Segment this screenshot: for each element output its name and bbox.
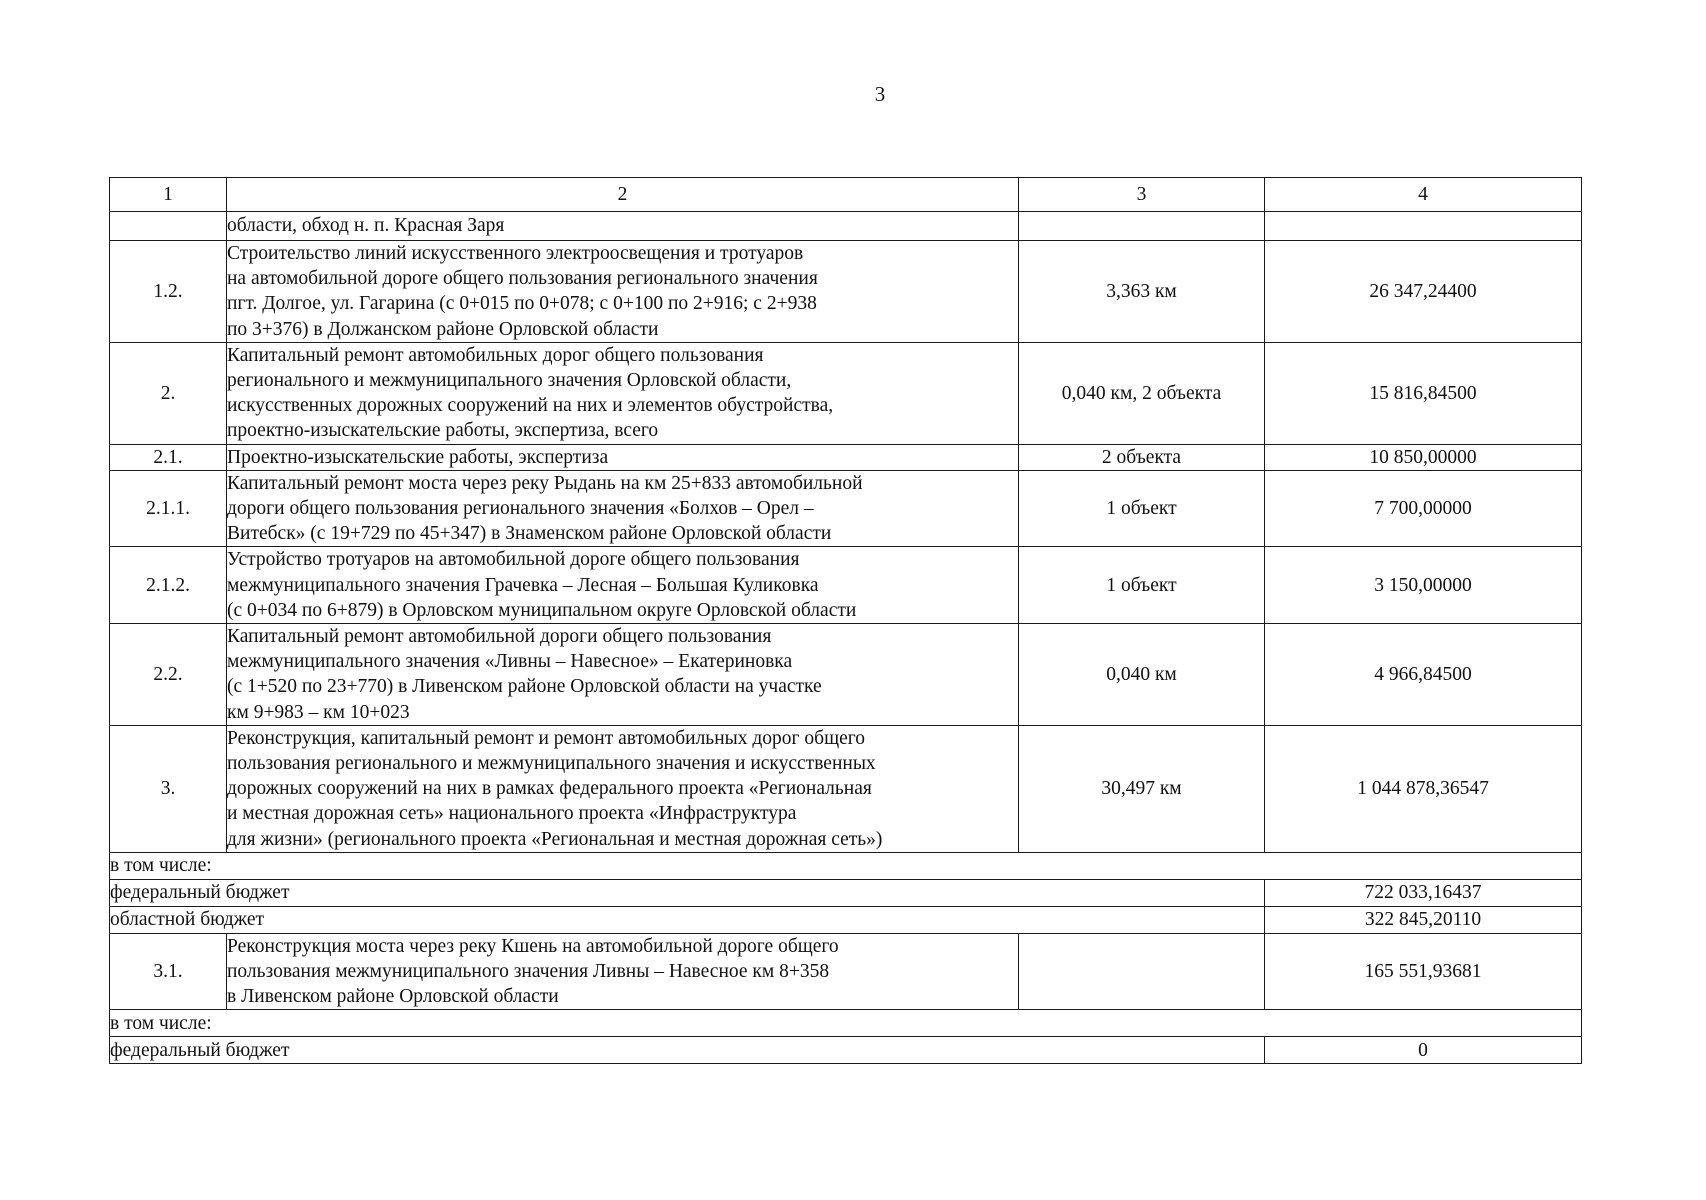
column-number-1: 1 xyxy=(110,178,227,212)
description-line: (с 1+520 по 23+770) в Ливенском районе Орловской области на участке xyxy=(227,676,822,698)
description-line: Капитальный ремонт автомобильной дороги общего пользования xyxy=(227,626,772,648)
item-description xyxy=(227,933,1019,1010)
item-description xyxy=(227,241,1019,343)
item-quantity: 0,040 км xyxy=(1019,624,1265,726)
table-row xyxy=(110,725,1582,852)
table-row xyxy=(110,933,1582,1010)
item-number: 2.1. xyxy=(110,444,227,470)
item-description xyxy=(227,547,1019,624)
budget-row xyxy=(110,906,1582,933)
table-row xyxy=(110,624,1582,726)
budget-row xyxy=(110,1037,1582,1064)
description-line: межмуниципального значения «Ливны – Навесное» – Екатериновка xyxy=(227,651,793,673)
item-amount: 10 850,00000 xyxy=(1265,444,1582,470)
item-number: 3.1. xyxy=(110,933,227,1010)
budget-amount: 0 xyxy=(1265,1037,1582,1064)
budget-amount: 322 845,20110 xyxy=(1265,906,1582,933)
item-amount: 165 551,93681 xyxy=(1265,933,1582,1010)
table-row xyxy=(110,212,1582,241)
description-line: дорожных сооружений на них в рамках федерального проекта «Региональная xyxy=(227,778,872,800)
item-number: 2.1.2. xyxy=(110,547,227,624)
item-amount: 7 700,00000 xyxy=(1265,470,1582,547)
item-amount: 3 150,00000 xyxy=(1265,547,1582,624)
table-row xyxy=(110,241,1582,343)
item-number: 2. xyxy=(110,342,227,444)
description-line: Проектно-изыскательские работы, экспертиза xyxy=(227,446,609,468)
funding-table xyxy=(109,177,1582,1064)
item-amount: 4 966,84500 xyxy=(1265,624,1582,726)
item-quantity: 2 объекта xyxy=(1019,444,1265,470)
item-amount: 26 347,24400 xyxy=(1265,241,1582,343)
item-amount xyxy=(1265,212,1582,241)
column-number-row xyxy=(110,178,1582,212)
description-line: области, обход н. п. Красная Заря xyxy=(227,215,505,237)
item-number xyxy=(110,212,227,241)
including-label: в том числе: xyxy=(110,1010,1582,1037)
budget-source: федеральный бюджет xyxy=(110,1037,1265,1064)
description-line: пользования регионального и межмуниципального значения и искусственных xyxy=(227,753,876,775)
column-number-3: 3 xyxy=(1019,178,1265,212)
description-line: межмуниципального значения Грачевка – Лесная – Большая Куликовка xyxy=(227,574,819,596)
description-line: в Ливенском районе Орловской области xyxy=(227,986,559,1008)
item-quantity xyxy=(1019,933,1265,1010)
description-line: пгт. Долгое, ул. Гагарина (с 0+015 по 0+078; с 0+100 по 2+916; с 2+938 xyxy=(227,293,817,315)
table-body xyxy=(110,178,1582,1064)
item-quantity: 30,497 км xyxy=(1019,725,1265,852)
budget-source: федеральный бюджет xyxy=(110,879,1265,906)
budget-source: областной бюджет xyxy=(110,906,1265,933)
item-number: 1.2. xyxy=(110,241,227,343)
description-line: и местная дорожная сеть» национального проекта «Инфраструктура xyxy=(227,803,797,825)
description-line: Витебск» (с 19+729 по 45+347) в Знаменском районе Орловской области xyxy=(227,523,832,545)
description-line: для жизни» (регионального проекта «Региональная и местная дорожная сеть») xyxy=(227,828,883,850)
description-line: дороги общего пользования регионального значения «Болхов – Орел – xyxy=(227,498,814,520)
table-row xyxy=(110,470,1582,547)
description-line: Реконструкция моста через реку Кшень на автомобильной дороге общего xyxy=(227,935,839,957)
item-description xyxy=(227,624,1019,726)
description-line: искусственных дорожных сооружений на них и элементов обустройства, xyxy=(227,395,834,417)
item-quantity xyxy=(1019,212,1265,241)
table-row xyxy=(110,342,1582,444)
including-label-row xyxy=(110,852,1582,879)
including-label-row xyxy=(110,1010,1582,1037)
item-quantity: 1 объект xyxy=(1019,470,1265,547)
item-number: 2.1.1. xyxy=(110,470,227,547)
description-line: Строительство линий искусственного электроосвещения и тротуаров xyxy=(227,243,804,264)
description-line: (с 0+034 по 6+879) в Орловском муниципальном округе Орловской области xyxy=(227,599,857,621)
description-line: км 9+983 – км 10+023 xyxy=(227,701,410,723)
item-description xyxy=(227,470,1019,547)
description-line: Капитальный ремонт моста через реку Рыдань на км 25+833 автомобильной xyxy=(227,472,863,494)
including-label: в том числе: xyxy=(110,852,1582,879)
description-line: по 3+376) в Должанском районе Орловской области xyxy=(227,318,659,340)
item-description xyxy=(227,212,1019,241)
budget-amount: 722 033,16437 xyxy=(1265,879,1582,906)
description-line: Реконструкция, капитальный ремонт и ремонт автомобильных дорог общего xyxy=(227,727,866,749)
item-quantity: 0,040 км, 2 объекта xyxy=(1019,342,1265,444)
description-line: пользования межмуниципального значения Ливны – Навесное км 8+358 xyxy=(227,961,830,983)
description-line: регионального и межмуниципального значения Орловской области, xyxy=(227,370,792,392)
description-line: Устройство тротуаров на автомобильной дороге общего пользования xyxy=(227,549,800,571)
description-line: Капитальный ремонт автомобильных дорог общего пользования xyxy=(227,344,764,366)
column-number-2: 2 xyxy=(227,178,1019,212)
item-amount: 1 044 878,36547 xyxy=(1265,725,1582,852)
table-row xyxy=(110,444,1582,470)
description-line: проектно-изыскательские работы, экспертиза, всего xyxy=(227,420,659,442)
item-description xyxy=(227,342,1019,444)
item-quantity: 3,363 км xyxy=(1019,241,1265,343)
item-amount: 15 816,84500 xyxy=(1265,342,1582,444)
item-description xyxy=(227,725,1019,852)
item-number: 3. xyxy=(110,725,227,852)
item-quantity: 1 объект xyxy=(1019,547,1265,624)
column-number-4: 4 xyxy=(1265,178,1582,212)
budget-row xyxy=(110,879,1582,906)
table-row xyxy=(110,547,1582,624)
page-number: 3 xyxy=(874,82,886,106)
item-description xyxy=(227,444,1019,470)
description-line: на автомобильной дороге общего пользования регионального значения xyxy=(227,268,818,290)
item-number: 2.2. xyxy=(110,624,227,726)
